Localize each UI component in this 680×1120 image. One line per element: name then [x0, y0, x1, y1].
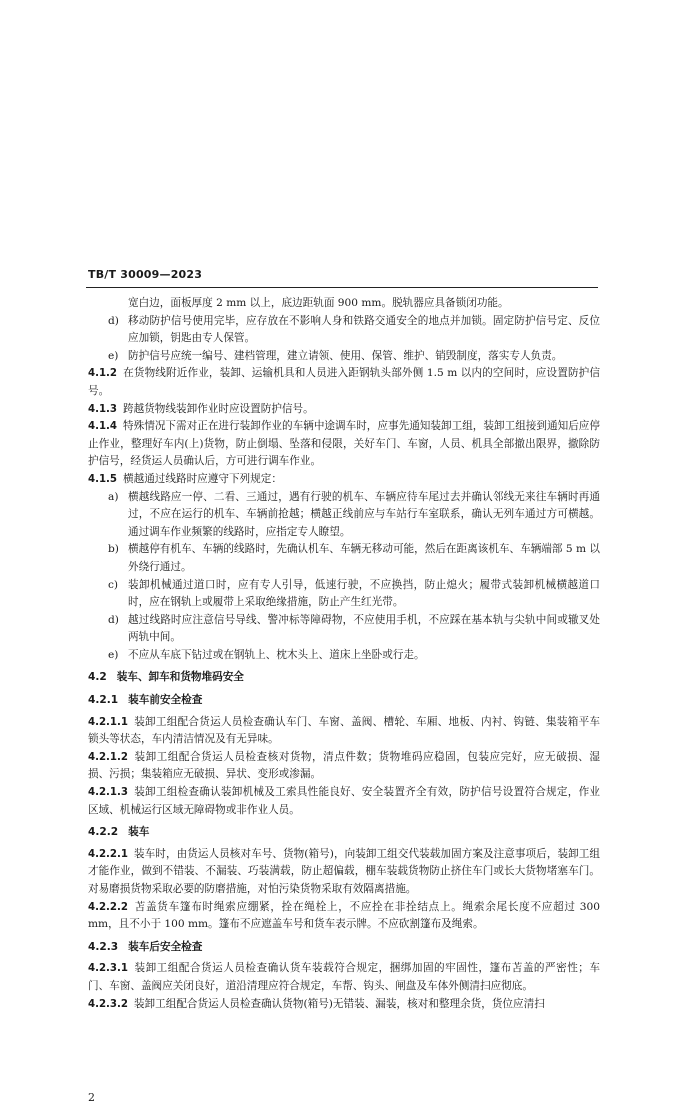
clause-text: 特殊情况下需对正在进行装卸作业的车辆中途调车时，应事先通知装卸工组，装卸工组接到通知后应停止作业，整理好车内(上)货物，防止倒塌、坠落和侵限，关好车门、车窗，人员、机具全部撤出限界，撤除防护信号，经货运人员确认后，方可进行调车作业。 [88, 420, 600, 468]
paragraph-text: 宽白边，面板厚度 2 mm 以上，底边距轨面 900 mm。脱轨器应具备锁闭功能。 [128, 297, 509, 309]
clause [88, 996, 600, 1014]
list-item-label: a) [108, 490, 119, 503]
clause-text: 装卸工组配合货运人员检查确认车门、车窗、盖阀、槽轮、车厢、地板、内衬、钩链、集装箱平车锁头等状态，车内清洁情况及有无异味。 [88, 715, 600, 746]
list-item-label: d) [108, 314, 119, 327]
clause [88, 418, 600, 471]
clause-text: 装卸工组配合货运人员检查核对货物，清点件数；货物堆码应稳固，包装应完好，应无破损、湿损、污损；集装箱应无破损、异状、变形或渗漏。 [88, 750, 600, 781]
paragraph [88, 295, 600, 313]
list-item [88, 577, 600, 612]
section-heading-title: 装车后安全检查 [128, 940, 203, 953]
section-heading-title: 装车 [128, 826, 150, 839]
clause [88, 401, 600, 419]
clause-number: 4.2.2.2 [88, 901, 128, 913]
clause [88, 846, 600, 899]
clause [88, 365, 600, 400]
clause-number: 4.2.1.2 [88, 751, 128, 763]
clause [88, 714, 600, 749]
section-heading-number: 4.2.3 [88, 940, 119, 953]
clause [88, 899, 600, 934]
clause-number: 4.2.3.2 [88, 998, 128, 1010]
clause [88, 471, 600, 489]
document-number-header: TB/T 30009—2023 [88, 268, 203, 281]
header-divider [86, 287, 598, 288]
section-heading-number: 4.2.1 [88, 694, 119, 707]
clause [88, 960, 600, 995]
list-item-text: 移动防护信号使用完毕，应存放在不影响人身和铁路交通安全的地点并加锁。固定防护信号定、反位应加锁，钥匙由专人保管。 [128, 314, 600, 345]
list-item-text: 越过线路时应注意信号导线、警冲标等障碍物，不应使用手机，不应踩在基本轨与尖轨中间或辙叉处两轨中间。 [128, 613, 600, 644]
list-item-label: d) [108, 613, 119, 626]
page-number: 2 [88, 1091, 95, 1104]
list-item-text: 防护信号应统一编号、建档管理，建立请领、使用、保管、维护、销毁制度，落实专人负责。 [128, 349, 563, 362]
section-heading [88, 669, 600, 687]
list-item [88, 489, 600, 542]
section-heading-number: 4.2 [88, 671, 107, 684]
clause [88, 749, 600, 784]
list-item-text: 横越停有机车、车辆的线路时，先确认机车、车辆无移动可能，然后在距离该机车、车辆端部 5 m 以外绕行通过。 [128, 543, 600, 573]
clause-number: 4.1.3 [88, 403, 118, 415]
clause-text: 装卸工组配合货运人员检查确认货车装载符合规定，捆绑加固的牢固性，篷布苫盖的严密性；车门、车窗、盖阀应关闭良好，道沿清理应符合规定，车帮、钩头、闸盘及车体外侧清扫应彻底。 [88, 962, 600, 992]
section-heading-title: 装车前安全检查 [128, 694, 203, 707]
section-heading [88, 824, 600, 842]
clause-text: 装车时，由货运人员核对车号、货物(箱号)，向装卸工组交代装载加固方案及注意事项后，装卸工组才能作业，做到不错装、不漏装、巧装满载，防止超偏载，棚车装载货物防止挤住车门或长大货物堵塞车门。对易磨损货物采取必要的防磨措施，对怕污染货物采取有效隔离措施。 [88, 847, 600, 895]
list-item [88, 647, 600, 665]
document-body [88, 295, 600, 1013]
clause-number: 4.2.1.3 [88, 787, 128, 799]
list-item [88, 541, 600, 576]
clause-text: 装卸工组检查确认装卸机械及工索具性能良好、安全装置齐全有效，防护信号设置符合规定，作业区域、机械运行区域无障碍物或非作业人员。 [88, 786, 600, 816]
list-item-label: b) [108, 543, 119, 556]
section-heading [88, 939, 600, 957]
clause-text: 横越通过线路时应遵守下列规定： [123, 472, 282, 485]
clause-text: 装卸工组配合货运人员检查确认货物(箱号)无错装、漏装，核对和整理余货，货位应清扫 [133, 997, 545, 1010]
list-item-text: 横越线路应一停、二看、三通过，遇有行驶的机车、车辆应待车尾过去并确认邻线无来往车辆时再通过，不应在运行的机车、车辆前抢越；横越正线前应与车站行车室联系，确认无列车通过方可横越。通过调车作业频繁的线路时，应指定专人瞭望。 [128, 490, 600, 538]
clause-number: 4.2.3.1 [88, 963, 128, 975]
list-item [88, 612, 600, 647]
list-item [88, 348, 600, 366]
clause [88, 784, 600, 819]
list-item-label: c) [108, 578, 119, 591]
list-item-label: e) [108, 648, 119, 661]
list-item-text: 装卸机械通过道口时，应有专人引导，低速行驶，不应换挡，防止熄火；履带式装卸机械横越道口时，应在钢轨上或履带上采取绝缘措施，防止产生红光带。 [128, 578, 600, 609]
clause-text: 苫盖货车篷布时绳索应绷紧，拴在绳栓上，不应拴在非拴结点上。绳索余尾长度不应超过 300 mm，且不小于 100 mm。篷布不应遮盖车号和货车表示牌。不应砍割篷布及绳索。 [88, 900, 600, 931]
list-item [88, 313, 600, 348]
clause-number: 4.1.4 [88, 421, 118, 433]
clause-number: 4.2.1.1 [88, 716, 128, 728]
clause-number: 4.1.2 [88, 368, 118, 380]
clause-text: 在货物线附近作业，装卸、运输机具和人员进入距钢轨头部外侧 1.5 m 以内的空间时，应设置防护信号。 [88, 367, 600, 397]
list-item-text: 不应从车底下钻过或在钢轨上、枕木头上、道床上坐卧或行走。 [128, 648, 425, 661]
section-heading-title: 装车、卸车和货物堆码安全 [116, 671, 244, 684]
clause-number: 4.2.2.1 [88, 848, 128, 860]
clause-number: 4.1.5 [88, 473, 118, 485]
list-item-label: e) [108, 349, 119, 362]
clause-text: 跨越货物线装卸作业时应设置防护信号。 [123, 402, 314, 415]
section-heading-number: 4.2.2 [88, 826, 119, 839]
section-heading [88, 692, 600, 710]
